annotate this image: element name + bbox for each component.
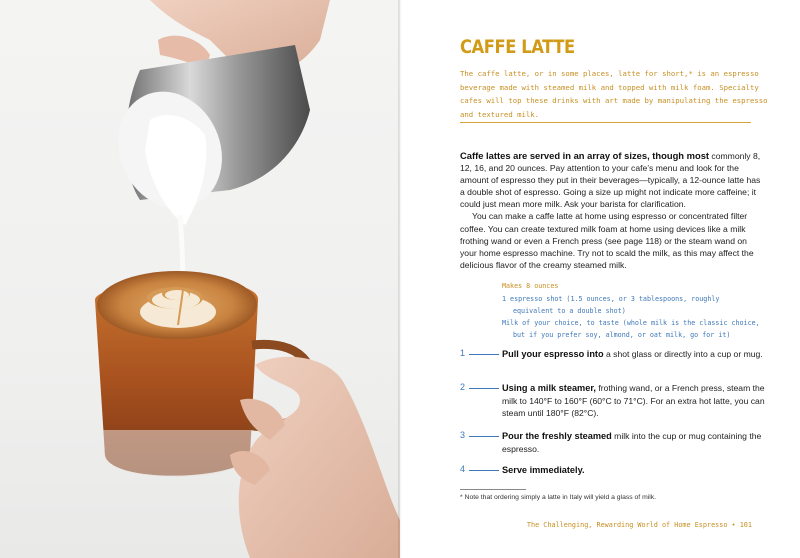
recipe-body [460, 150, 765, 271]
footnote: * Note that ordering simply a latte in Italy will yield a glass of milk. [460, 494, 657, 501]
page-folio: The Challenging, Rewarding World of Home Espresso • 101 [526, 521, 752, 529]
body-paragraph-1-rest: commonly 8, 12, 16, and 20 ounces. Pay attention to your cafe’s menu and look for the amount of espresso they put in their beverages—typically, a 12-ounce latte has a double shot of espresso. Going a size up might not indicate more caffeine; it could just mean more milk. Ask your barista for clarification. [460, 151, 761, 210]
body-paragraph-1 [460, 150, 765, 210]
recipe-page [400, 0, 800, 558]
step-leader-line [469, 436, 499, 437]
step-text [502, 348, 767, 361]
step-leader-line [469, 354, 499, 355]
ingredient-milk: Milk of your choice, to taste (whole milk is the classic choice, [502, 319, 760, 327]
step-lead: Pull your espresso into [502, 349, 604, 359]
step-number: 1 [460, 348, 466, 358]
title-divider [460, 122, 751, 123]
footnote-divider [460, 489, 526, 490]
step-number: 2 [460, 382, 466, 392]
recipe-intro: The caffe latte, or in some places, latte for short,* is an espresso beverage made with steamed milk and topped with milk foam. Specialty cafes will top these drinks with art made by manipulating the espresso and textured milk. [460, 69, 768, 119]
step-rest: milk into the cup or mug containing the espresso. [502, 431, 762, 454]
step-text [502, 430, 767, 455]
recipe-title: CAFFE LATTE [460, 36, 575, 58]
step-lead: Pour the freshly steamed [502, 431, 612, 441]
recipe-yield: Makes 8 ounces [502, 282, 559, 290]
step-rest: a shot glass or directly into a cup or mug. [603, 349, 763, 359]
body-lead: Caffe lattes are served in an array of sizes, though most [460, 150, 710, 161]
step-leader-line [469, 388, 499, 389]
ingredient-espresso-cont: equivalent to a double shot) [513, 307, 626, 315]
body-paragraph-2: You can make a caffe latte at home using espresso or concentrated filter coffee. You can create textured milk foam at home using devices like a milk frothing wand or even a French press (see page 118) or the steam wand on your home espresso machine. Try not to scald the milk, as this may affect the delicious flavor of the creamy steamed milk. [460, 211, 754, 270]
step-number: 3 [460, 430, 466, 440]
step-rest: frothing wand, or a French press, steam the milk to 140°F to 160°F (60°C to 71°C). For an extra hot latte, you can steam until 180°F (82°C). [502, 383, 765, 419]
ingredient-espresso: 1 espresso shot (1.5 ounces, or 3 tablespoons, roughly [502, 295, 720, 303]
step-text [502, 464, 767, 477]
step-lead: Serve immediately. [502, 465, 585, 475]
step-number: 4 [460, 464, 466, 474]
step-leader-line [469, 470, 499, 471]
ingredients-list [502, 280, 772, 341]
step-text [502, 382, 767, 420]
step-lead: Using a milk steamer, [502, 383, 596, 393]
ingredient-milk-cont: but if you prefer soy, almond, or oat milk, go for it) [513, 331, 731, 339]
